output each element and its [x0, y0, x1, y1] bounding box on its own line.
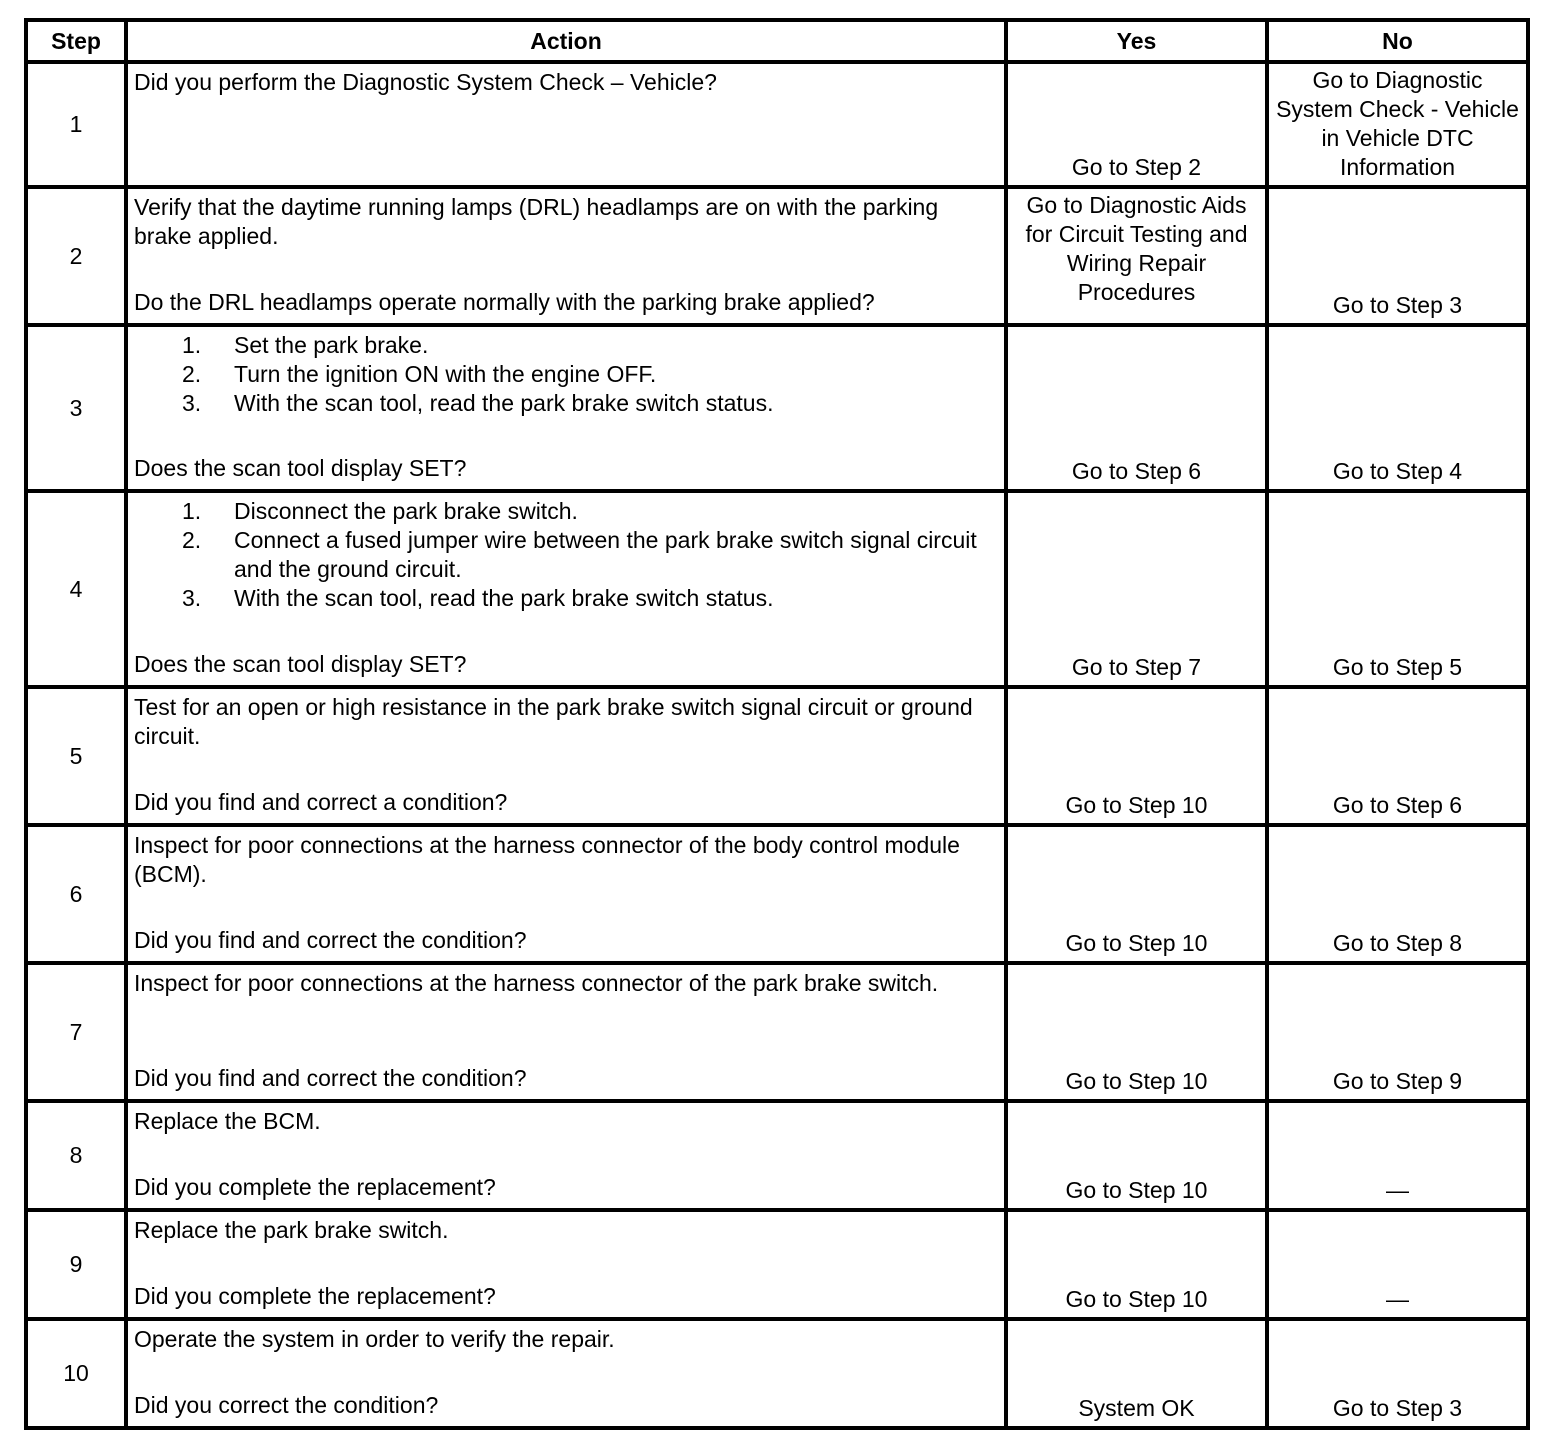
action-question: Do the DRL headlamps operate normally with the parking brake applied? — [134, 289, 875, 315]
action-question: Does the scan tool display SET? — [134, 651, 467, 677]
action-question: Did you correct the condition? — [134, 1392, 439, 1418]
yes-result: Go to Step 10 — [1006, 687, 1267, 825]
step-number: 4 — [26, 491, 126, 687]
yes-result: Go to Step 2 — [1006, 62, 1267, 187]
table-row — [26, 1319, 1528, 1428]
table-row — [26, 825, 1528, 963]
action-content — [134, 1325, 998, 1420]
list-item-number: 1. — [182, 332, 202, 358]
action-content — [134, 68, 998, 178]
action-question: Did you find and correct a condition? — [134, 789, 508, 815]
list-item-number: 3. — [182, 390, 202, 416]
no-result: Go to Step 5 — [1267, 491, 1528, 687]
step-number: 9 — [26, 1210, 126, 1319]
yes-result: Go to Step 10 — [1006, 1210, 1267, 1319]
action-instructions — [134, 1107, 998, 1136]
no-result: Go to Step 4 — [1267, 325, 1528, 491]
step-number: 10 — [26, 1319, 126, 1428]
list-item — [134, 360, 998, 389]
step-number: 3 — [26, 325, 126, 491]
action-instructions — [134, 693, 998, 751]
action-instructions — [134, 331, 998, 418]
action-instructions — [134, 831, 998, 889]
table-row — [26, 687, 1528, 825]
table-row — [26, 1210, 1528, 1319]
action-text: Replace the BCM. — [134, 1108, 321, 1134]
yes-result: Go to Step 6 — [1006, 325, 1267, 491]
action-question: Did you find and correct the condition? — [134, 1065, 527, 1091]
list-item-text: Set the park brake. — [234, 332, 429, 358]
list-item-text: With the scan tool, read the park brake switch status. — [234, 585, 774, 611]
action-instructions — [134, 497, 998, 613]
list-item-text: Disconnect the park brake switch. — [234, 498, 578, 524]
step-number: 2 — [26, 187, 126, 325]
header-yes: Yes — [1006, 20, 1267, 62]
action-content — [134, 1107, 998, 1202]
action-steps-list — [134, 331, 998, 418]
action-cell — [126, 1319, 1006, 1428]
action-cell — [126, 1210, 1006, 1319]
no-result: Go to Step 6 — [1267, 687, 1528, 825]
action-question: Does the scan tool display SET? — [134, 455, 467, 481]
header-step: Step — [26, 20, 126, 62]
list-item-number: 1. — [182, 498, 202, 524]
action-question: Did you find and correct the condition? — [134, 927, 527, 953]
list-item-number: 2. — [182, 361, 202, 387]
action-text: Inspect for poor connections at the harness connector of the park brake switch. — [134, 970, 939, 996]
no-result: Go to Step 3 — [1267, 187, 1528, 325]
action-instructions — [134, 68, 998, 97]
list-item — [134, 389, 998, 418]
action-content — [134, 193, 998, 317]
action-content — [134, 497, 998, 679]
step-number: 8 — [26, 1101, 126, 1210]
action-cell — [126, 62, 1006, 187]
table-row — [26, 62, 1528, 187]
action-text: Verify that the daytime running lamps (DRL) headlamps are on with the parking brake applied. — [134, 194, 939, 249]
action-question: Did you complete the replacement? — [134, 1283, 496, 1309]
table-body — [26, 62, 1528, 1428]
action-question: Did you complete the replacement? — [134, 1174, 496, 1200]
yes-result: Go to Step 10 — [1006, 1101, 1267, 1210]
table-row — [26, 491, 1528, 687]
table-row — [26, 1101, 1528, 1210]
action-text: Operate the system in order to verify the repair. — [134, 1326, 615, 1352]
action-text: Inspect for poor connections at the harness connector of the body control module (BCM). — [134, 832, 960, 887]
header-action: Action — [126, 20, 1006, 62]
action-cell — [126, 687, 1006, 825]
step-number: 5 — [26, 687, 126, 825]
action-content — [134, 831, 998, 955]
action-cell — [126, 963, 1006, 1101]
action-content — [134, 331, 998, 483]
step-number: 1 — [26, 62, 126, 187]
list-item — [134, 584, 998, 613]
table-row — [26, 187, 1528, 325]
list-item-text: Turn the ignition ON with the engine OFF. — [234, 361, 657, 387]
no-result: — — [1267, 1210, 1528, 1319]
action-cell — [126, 187, 1006, 325]
action-instructions — [134, 1325, 998, 1354]
no-result: Go to Step 3 — [1267, 1319, 1528, 1428]
diagnostic-table — [24, 18, 1530, 1430]
step-number: 6 — [26, 825, 126, 963]
step-number: 7 — [26, 963, 126, 1101]
list-item-text: Connect a fused jumper wire between the park brake switch signal circuit and the ground circuit. — [234, 527, 977, 582]
list-item-text: With the scan tool, read the park brake switch status. — [234, 390, 774, 416]
action-content — [134, 1216, 998, 1311]
header-no: No — [1267, 20, 1528, 62]
table-row — [26, 325, 1528, 491]
yes-result: Go to Diagnostic Aids for Circuit Testing and Wiring Repair Procedures — [1006, 187, 1267, 325]
no-result: — — [1267, 1101, 1528, 1210]
list-item-number: 2. — [182, 527, 202, 553]
action-instructions — [134, 969, 998, 998]
action-cell — [126, 491, 1006, 687]
header-row — [26, 20, 1528, 62]
no-result: Go to Step 9 — [1267, 963, 1528, 1101]
yes-result: System OK — [1006, 1319, 1267, 1428]
list-item — [134, 526, 998, 584]
action-content — [134, 693, 998, 817]
action-instructions — [134, 1216, 998, 1245]
no-result: Go to Diagnostic System Check - Vehicle in Vehicle DTC Information — [1267, 62, 1528, 187]
action-content — [134, 969, 998, 1093]
list-item-number: 3. — [182, 585, 202, 611]
action-text: Did you perform the Diagnostic System Check – Vehicle? — [134, 69, 717, 95]
yes-result: Go to Step 7 — [1006, 491, 1267, 687]
list-item — [134, 331, 998, 360]
yes-result: Go to Step 10 — [1006, 825, 1267, 963]
yes-result: Go to Step 10 — [1006, 963, 1267, 1101]
table-row — [26, 963, 1528, 1101]
action-text: Test for an open or high resistance in the park brake switch signal circuit or ground circuit. — [134, 694, 973, 749]
no-result: Go to Step 8 — [1267, 825, 1528, 963]
action-steps-list — [134, 497, 998, 613]
action-text: Replace the park brake switch. — [134, 1217, 449, 1243]
action-cell — [126, 1101, 1006, 1210]
action-cell — [126, 825, 1006, 963]
list-item — [134, 497, 998, 526]
action-instructions — [134, 193, 998, 251]
action-cell — [126, 325, 1006, 491]
